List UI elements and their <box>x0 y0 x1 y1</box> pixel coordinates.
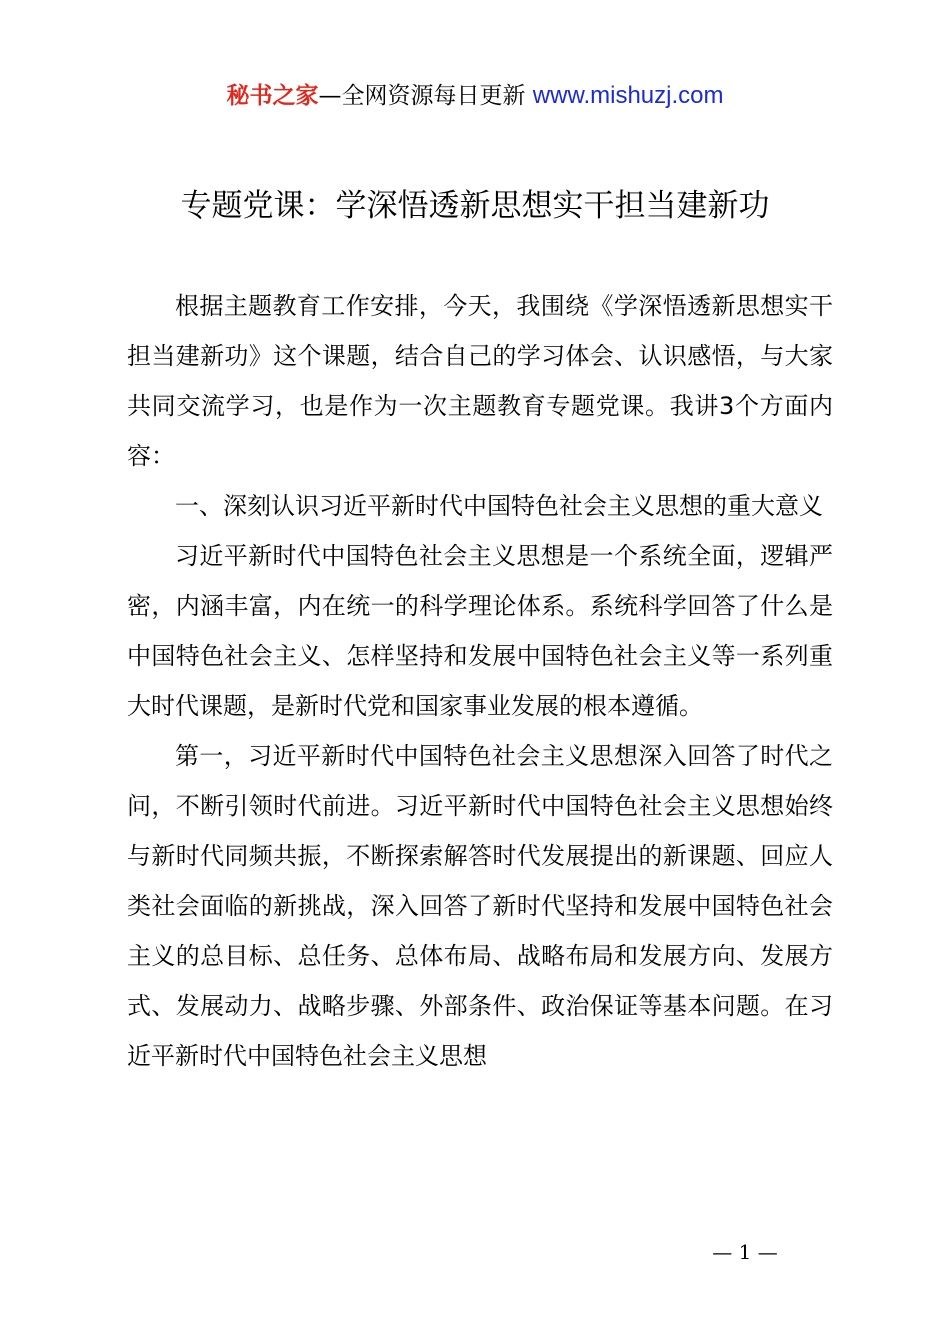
brand-name: 秘书之家 <box>226 83 319 109</box>
document-title: 专题党课：学深悟透新思想实干担当建新功 <box>180 188 770 224</box>
body-paragraph: 第一，习近平新时代中国特色社会主义思想深入回答了时代之问，不断引领时代前进。习近平新时代中国特色社会主义思想始终与新时代同频共振，不断探索解答时代发展提出的新课题、回应人类社会面临的新挑战，深入回答了新时代坚持和发展中国特色社会主义的总目标、总任务、总体布局、战略布局和发展方向、发展方式、发展动力、战略步骤、外部条件、政治保证等基本问题。在习近平新时代中国特色社会主义思想 <box>127 742 833 1070</box>
page-number: — 1 — <box>712 1240 778 1264</box>
section-heading-1: 一、深刻认识习近平新时代中国特色社会主义思想的重大意义 <box>175 492 823 520</box>
body-paragraph-intro: 根据主题教育工作安排，今天，我围绕《学深悟透新思想实干担当建新功》这个课题，结合自己的学习体会、认识感悟，与大家共同交流学习，也是作为一次主题教育专题党课。我讲3个方面内容： <box>127 292 833 470</box>
body-paragraph: 习近平新时代中国特色社会主义思想是一个系统全面，逻辑严密，内涵丰富，内在统一的科学理论体系。系统科学回答了什么是中国特色社会主义、怎样坚持和发展中国特色社会主义等一系列重大时代课题，是新时代党和国家事业发展的根本遵循。 <box>127 542 833 720</box>
header-slogan: —全网资源每日更新 <box>318 83 533 109</box>
site-url-link[interactable]: www.mishuzj.com <box>532 82 724 109</box>
document-body <box>127 281 833 1081</box>
site-header <box>0 78 950 114</box>
